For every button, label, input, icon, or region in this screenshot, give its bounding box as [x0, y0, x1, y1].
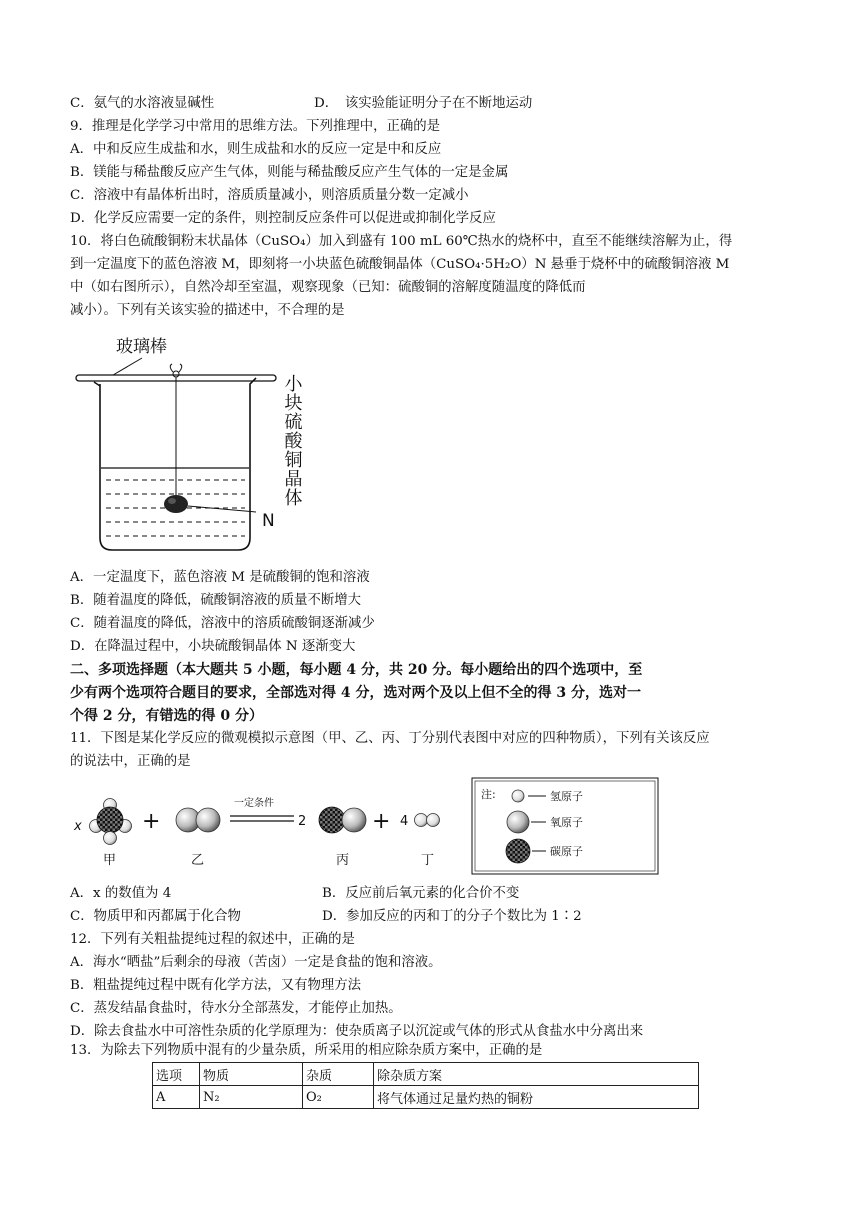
q11-option-c: C．物质甲和丙都属于化合物: [70, 909, 241, 924]
plus-1: +: [142, 809, 161, 834]
molecule-yi: [176, 808, 220, 832]
table-row: [153, 1086, 699, 1109]
q10-option-a: A．一定温度下，蓝色溶液 M 是硫酸铜的饱和溶液: [70, 570, 370, 585]
q12-option-c: C．蒸发结晶食盐时，待水分全部蒸发，才能停止加热。: [70, 1001, 402, 1016]
coefficient-x: x: [74, 819, 82, 834]
q13-table: [152, 1062, 699, 1109]
table-cell: O₂: [303, 1086, 374, 1109]
table-cell: 将气体通过足量灼热的铜粉: [374, 1086, 699, 1109]
q9-option-d: D．化学反应需要一定的条件，则控制反应条件可以促进或抑制化学反应: [70, 211, 496, 226]
q12-option-b: B．粗盐提纯过程中既有化学方法，又有物理方法: [70, 978, 362, 993]
plus-2: +: [372, 809, 391, 834]
q11-option-d: D．参加反应的丙和丁的分子个数比为 1∶2: [322, 909, 582, 924]
q10-option-d: D．在降温过程中，小块硫酸铜晶体 N 逐渐变大: [70, 639, 356, 654]
q10-option-b: B．随着温度的降低，硫酸铜溶液的质量不断增大: [70, 593, 362, 608]
coefficient-2: 2: [298, 814, 307, 829]
beaker: [100, 378, 256, 550]
table-cell: N₂: [200, 1086, 303, 1109]
reaction-figure: [70, 776, 790, 880]
q10-option-c: C．随着温度的降低，溶液中的溶质硫酸铜逐渐减少: [70, 616, 375, 631]
n-label: N: [262, 511, 275, 531]
q10-stem-line3: 中（如右图所示），自然冷却至室温，观察现象（已知：硫酸铜的溶解度随温度的降低而: [70, 280, 586, 295]
n-leader-line: [188, 506, 256, 512]
molecule-bing: [319, 807, 366, 833]
legend-oxygen: 氧原子: [550, 816, 583, 829]
table-header-cell: 除杂质方案: [374, 1063, 699, 1086]
table-header-row: [153, 1063, 699, 1086]
q9-stem: 9．推理是化学学习中常用的思维方法。下列推理中，正确的是: [70, 119, 441, 134]
q9-option-c: C．溶液中有晶体析出时，溶质质量减小，则溶质质量分数一定减小: [70, 188, 469, 203]
section2-heading-line1: 二、多项选择题（本大题共 5 小题，每小题 4 分，共 20 分。每小题给出的四个选项中，至: [70, 662, 643, 678]
q11-stem-line2: 的说法中，正确的是: [70, 754, 191, 769]
q12-option-a: A．海水“晒盐”后剩余的母液（苦卤）一定是食盐的饱和溶液。: [70, 955, 442, 970]
beaker-figure: [70, 328, 320, 560]
label-jia: 甲: [103, 853, 117, 868]
q11-option-a: A．x 的数值为 4: [70, 886, 172, 901]
q11-option-b: B．反应前后氧元素的化合价不变: [322, 886, 520, 901]
section2-heading-line3: 个得 2 分，有错选的得 0 分）: [70, 708, 263, 724]
label-bing: 丙: [336, 853, 350, 868]
legend-hydrogen: 氢原子: [550, 790, 583, 803]
q8-option-d: D． 该实验能证明分子在不断地运动: [314, 96, 533, 111]
legend-box: [472, 778, 658, 874]
section2-heading-line2: 少有两个选项符合题目的要求，全部选对得 4 分，选对两个及以上但不全的得 3 分，选对一: [70, 685, 641, 701]
coefficient-4: 4: [400, 814, 409, 829]
reaction-condition: 一定条件: [234, 798, 274, 809]
label-yi: 乙: [191, 853, 205, 868]
q9-option-b: B．镁能与稀盐酸反应产生气体，则能与稀盐酸反应产生气体的一定是金属: [70, 165, 509, 180]
q8-option-c: C．氨气的水溶液显碱性: [70, 96, 215, 111]
q10-stem-line2: 到一定温度下的蓝色溶液 M，即刻将一小块蓝色硫酸铜晶体（CuSO₄·5H₂O）N 悬垂于烧杯中的硫酸铜溶液 M: [70, 257, 730, 272]
glass-rod-label: 玻璃棒: [116, 337, 167, 357]
table-header-cell: 选项: [153, 1063, 200, 1086]
q12-option-d: D．除去食盐水中可溶性杂质的化学原理为：使杂质离子以沉淀或气体的形式从食盐水中分离出来: [70, 1024, 644, 1039]
table-cell: A: [153, 1086, 200, 1109]
crystal-n: [164, 495, 188, 513]
q13-stem: 13．为除去下列物质中混有的少量杂质，所采用的相应除杂质方案中，正确的是: [70, 1043, 543, 1058]
q12-stem: 12．下列有关粗盐提纯过程的叙述中，正确的是: [70, 932, 355, 947]
legend-title: 注:: [481, 788, 496, 801]
q10-stem-line4: 减小）。下列有关该实验的描述中，不合理的是: [70, 303, 345, 318]
crystal-vertical-label: 小块硫酸铜晶体: [281, 374, 303, 507]
q11-stem-line1: 11．下图是某化学反应的微观模拟示意图（甲、乙、丙、丁分别代表图中对应的四种物质），下列有关该反应: [70, 731, 710, 746]
table-header-cell: 物质: [200, 1063, 303, 1086]
legend-carbon: 碳原子: [550, 845, 583, 858]
label-ding: 丁: [421, 853, 435, 868]
q10-stem-line1: 10．将白色硫酸铜粉末状晶体（CuSO₄）加入到盛有 100 mL 60℃热水的烧杯中，直至不能继续溶解为止，得: [70, 234, 733, 249]
table-header-cell: 杂质: [303, 1063, 374, 1086]
q9-option-a: A．中和反应生成盐和水，则生成盐和水的反应一定是中和反应: [70, 142, 442, 157]
molecule-jia: [90, 799, 132, 845]
molecule-ding: [415, 814, 440, 827]
